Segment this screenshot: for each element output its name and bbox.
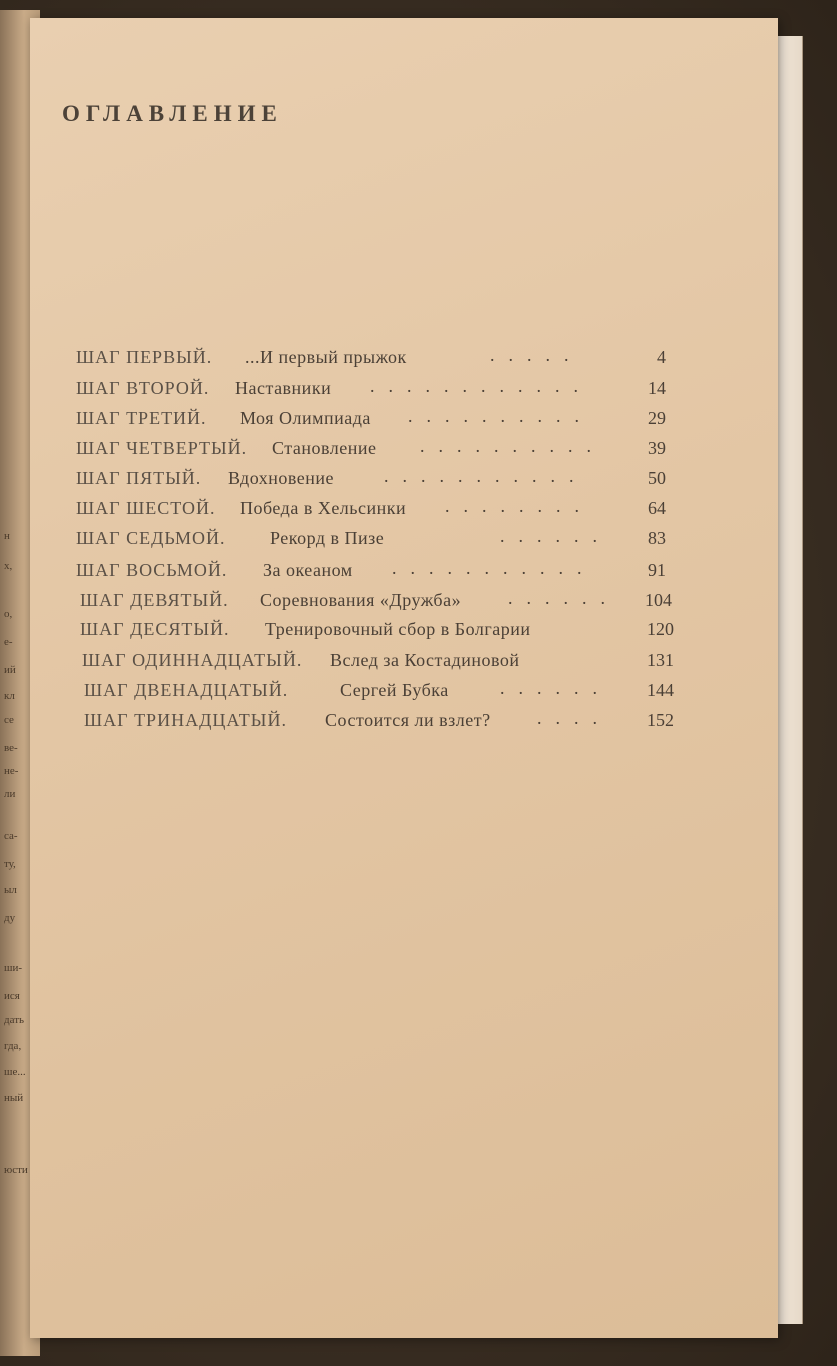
toc-page-number: 39 xyxy=(648,438,666,458)
toc-page-number: 4 xyxy=(657,347,666,367)
toc-dot-leader: .......... xyxy=(420,436,605,456)
toc-step-label: ШАГ СЕДЬМОЙ. xyxy=(76,528,226,548)
toc-chapter-title: Вслед за Костадиновой xyxy=(330,650,520,670)
toc-entry xyxy=(76,528,666,554)
toc-entry xyxy=(82,650,674,676)
toc-entry xyxy=(76,347,666,373)
toc-page-number: 144 xyxy=(647,680,674,700)
facing-page-fragment: н xyxy=(4,530,10,542)
facing-page-fragment: дать xyxy=(4,1014,25,1026)
toc-chapter-title: ...И первый прыжок xyxy=(245,347,407,367)
toc-entry xyxy=(76,560,666,586)
toc-page-number: 120 xyxy=(647,619,674,639)
facing-page-fragment: ши- xyxy=(4,962,23,974)
facing-page-fragment: ыл xyxy=(4,884,17,896)
toc-step-label: ШАГ ВОСЬМОЙ. xyxy=(76,560,228,580)
toc-dot-leader: .......... xyxy=(408,406,593,426)
toc-page-number: 131 xyxy=(647,650,674,670)
facing-page-fragment: кл xyxy=(4,690,15,702)
toc-chapter-title: Моя Олимпиада xyxy=(240,408,371,428)
facing-page-fragment: юсти xyxy=(4,1164,28,1176)
toc-chapter-title: За океаном xyxy=(263,560,353,580)
facing-page-fragment: са- xyxy=(4,830,18,842)
toc-chapter-title: Состоится ли взлет? xyxy=(325,710,491,730)
toc-chapter-title: Вдохновение xyxy=(228,468,335,488)
toc-step-label: ШАГ ПЕРВЫЙ. xyxy=(76,347,213,367)
toc-step-label: ШАГ ШЕСТОЙ. xyxy=(76,498,216,518)
toc-entry xyxy=(76,438,666,464)
toc-page-number: 29 xyxy=(648,408,666,428)
toc-step-label: ШАГ ПЯТЫЙ. xyxy=(76,468,202,488)
facing-page-fragment: ше... xyxy=(4,1066,26,1078)
facing-page-fragment: ве- xyxy=(4,742,18,754)
facing-page-fragment: гда, xyxy=(4,1040,22,1052)
toc-step-label: ШАГ ДВЕНАДЦАТЫЙ. xyxy=(84,680,289,700)
facing-page-fragment: ий xyxy=(4,664,16,676)
toc-entry xyxy=(80,590,672,616)
toc-dot-leader: ........ xyxy=(445,496,593,516)
toc-dot-leader: ........... xyxy=(392,558,596,578)
facing-page-fragment: ли xyxy=(4,788,16,800)
toc-step-label: ШАГ ВТОРОЙ. xyxy=(76,378,210,398)
toc-dot-leader: ...... xyxy=(508,588,619,608)
toc-chapter-title: Тренировочный сбор в Болгарии xyxy=(265,619,531,639)
toc-chapter-title: Становление xyxy=(272,438,377,458)
page-heading: ОГЛАВЛЕНИЕ xyxy=(62,101,283,126)
toc-page-number: 83 xyxy=(648,528,666,548)
facing-page-fragment: не- xyxy=(4,765,19,777)
facing-page-fragment: о, xyxy=(4,608,13,620)
toc-page-number: 64 xyxy=(648,498,666,518)
toc-step-label: ШАГ ОДИННАДЦАТЫЙ. xyxy=(82,650,303,670)
facing-page-fragment: се xyxy=(4,714,14,726)
toc-entry xyxy=(76,468,666,494)
toc-dot-leader: ..... xyxy=(490,345,583,365)
toc-step-label: ШАГ ДЕВЯТЫЙ. xyxy=(80,590,229,610)
toc-chapter-title: Рекорд в Пизе xyxy=(270,528,385,548)
toc-step-label: ШАГ ДЕСЯТЫЙ. xyxy=(80,619,230,639)
toc-page-number: 50 xyxy=(648,468,666,488)
toc-entry xyxy=(76,408,666,434)
toc-entry xyxy=(76,498,666,524)
toc-chapter-title: Наставники xyxy=(235,378,332,398)
toc-entry xyxy=(84,710,674,736)
toc-chapter-title: Соревнования «Дружба» xyxy=(260,590,462,610)
toc-entry xyxy=(80,619,674,645)
toc-step-label: ШАГ ТРЕТИЙ. xyxy=(76,408,207,428)
toc-dot-leader: ........... xyxy=(384,466,588,486)
toc-dot-leader: ...... xyxy=(500,678,611,698)
facing-page-fragment: ный xyxy=(4,1092,24,1104)
toc-page-number: 104 xyxy=(645,590,672,610)
toc-step-label: ШАГ ТРИНАДЦАТЫЙ. xyxy=(84,710,287,730)
toc-chapter-title: Сергей Бубка xyxy=(340,680,449,700)
toc-chapter-title: Победа в Хельсинки xyxy=(240,498,407,518)
toc-dot-leader: ...... xyxy=(500,526,611,546)
facing-page-fragment: е- xyxy=(4,636,13,648)
toc-entry xyxy=(84,680,674,706)
facing-page-fragment: х, xyxy=(4,560,13,572)
toc-dot-leader: .... xyxy=(537,708,611,728)
toc-dot-leader: ............ xyxy=(370,376,592,396)
facing-page-fragment: ися xyxy=(4,990,20,1002)
facing-page-fragment: ту, xyxy=(4,858,16,870)
toc-step-label: ШАГ ЧЕТВЕРТЫЙ. xyxy=(76,438,248,458)
toc-page-number: 91 xyxy=(648,560,666,580)
facing-page-fragment: ду xyxy=(4,912,16,924)
toc-page-number: 14 xyxy=(648,378,666,398)
toc-page-number: 152 xyxy=(647,710,674,730)
toc-entry xyxy=(76,378,666,404)
